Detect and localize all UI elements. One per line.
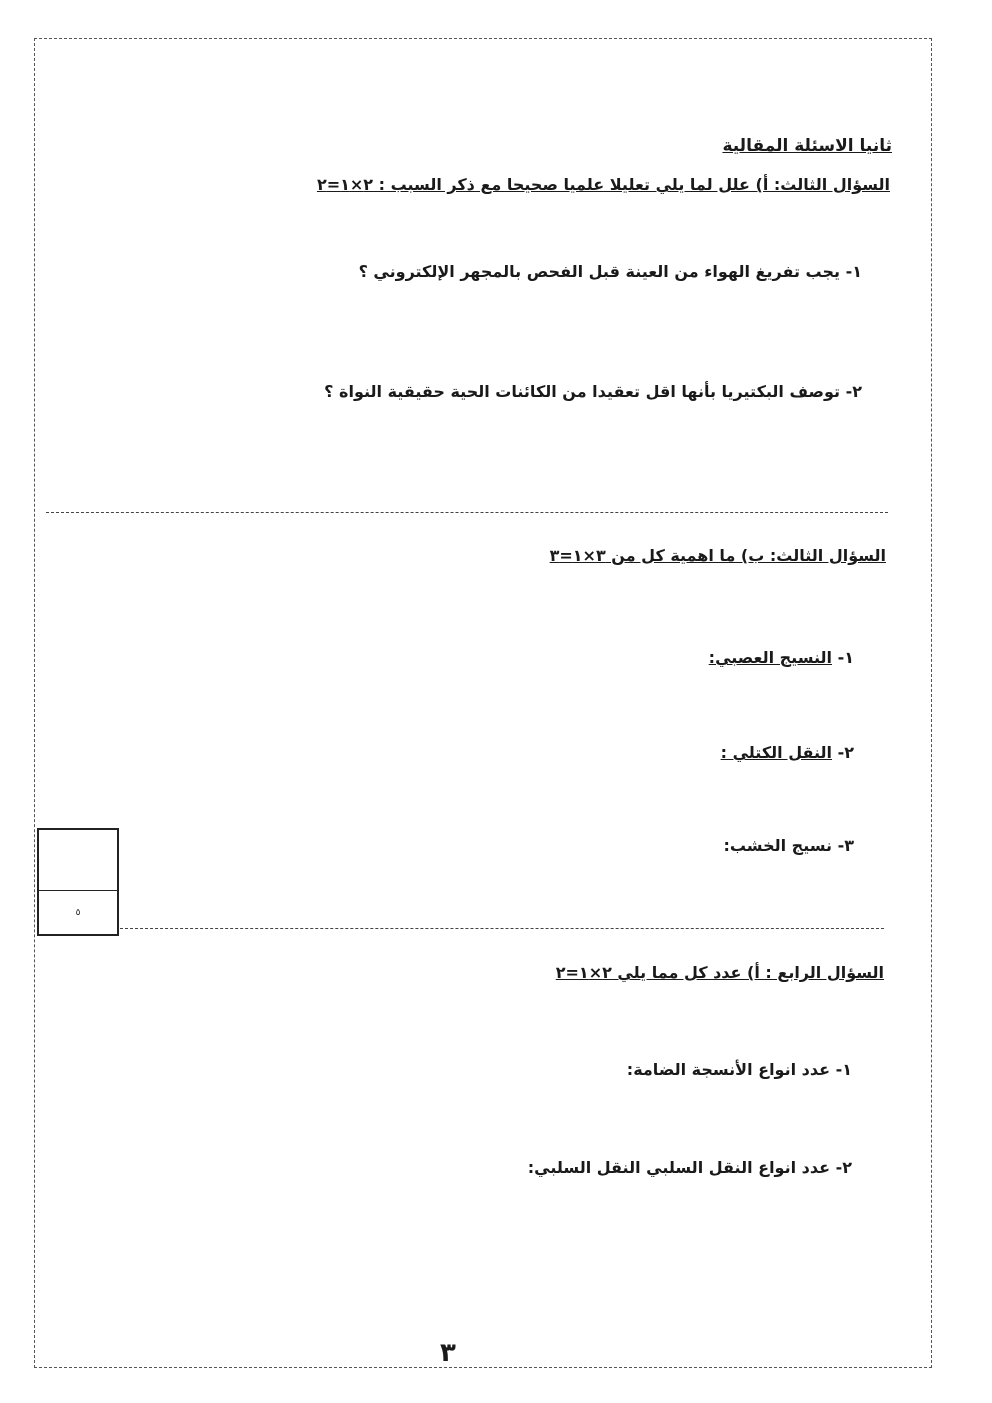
question-3b-item-2: [721, 743, 854, 762]
item-label: نسيج الخشب:: [723, 836, 833, 855]
section-divider: [46, 512, 888, 513]
question-3b-item-3: [723, 836, 854, 855]
page-number: ٣: [440, 1338, 456, 1368]
question-3b-heading: السؤال الثالث: ب) ما اهمية كل من ٣×١=٣: [549, 546, 886, 565]
question-4a-item-1: ١- عدد انواع الأنسجة الضامة:: [626, 1060, 852, 1079]
question-3a-heading: السؤال الثالث: أ) علل لما يلي تعليلا علميا صحيحا مع ذكر السبب : ٢×١=٢: [316, 175, 890, 194]
question-3a-item-1: ١- يجب تفريغ الهواء من العينة قبل الفحص بالمجهر الإلكتروني ؟: [358, 262, 862, 281]
question-3b-item-1: [709, 648, 854, 667]
item-label: النقل الكتلي :: [720, 743, 833, 762]
question-3a-item-2: ٢- توصف البكتيريا بأنها اقل تعقيدا من الكائنات الحية حقيقية النواة ؟: [324, 382, 862, 401]
question-4a-heading: السؤال الرابع : أ) عدد كل مما يلي ٢×١=٢: [555, 963, 884, 982]
item-number: ١-: [837, 648, 854, 667]
item-label: النسيج العصبي:: [708, 648, 833, 667]
score-box-divider: [39, 890, 117, 891]
score-mark: ٥: [75, 908, 81, 918]
score-box: [37, 828, 119, 936]
item-number: ٣-: [837, 836, 854, 855]
section-divider: [120, 928, 884, 929]
section-title: ثانيا الاسئلة المقالية: [722, 136, 892, 156]
question-4a-item-2: ٢- عدد انواع النقل السلبي النقل السلبي:: [527, 1158, 852, 1177]
item-number: ٢-: [837, 743, 854, 762]
